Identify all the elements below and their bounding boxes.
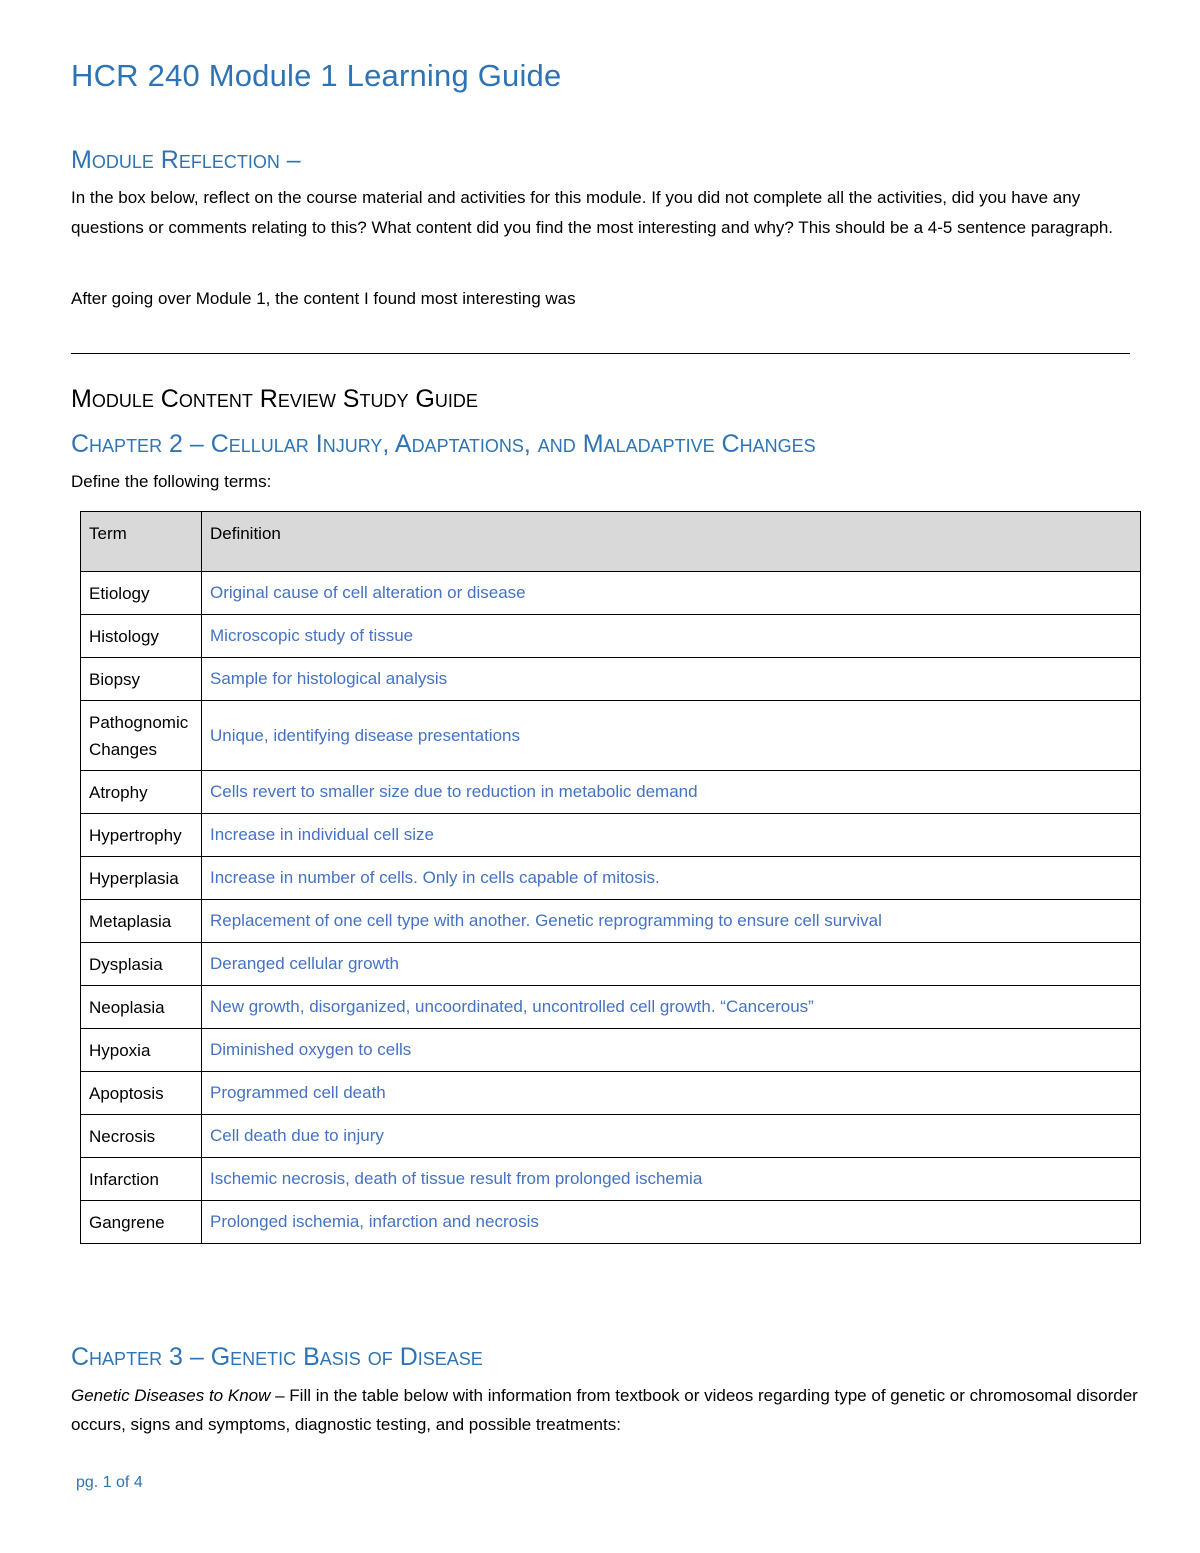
table-row	[81, 1029, 1141, 1072]
table-row	[81, 771, 1141, 814]
term-cell: Neoplasia	[81, 986, 202, 1029]
definition-cell[interactable]: Increase in number of cells. Only in cells capable of mitosis.	[202, 857, 1141, 900]
definition-cell[interactable]: Sample for histological analysis	[202, 658, 1141, 701]
page-title: HCR 240 Module 1 Learning Guide	[71, 58, 562, 93]
term-column-header: Term	[81, 512, 202, 572]
definition-cell[interactable]: Prolonged ischemia, infarction and necrosis	[202, 1201, 1141, 1244]
terms-table	[80, 511, 1141, 1244]
definition-cell[interactable]: Microscopic study of tissue	[202, 615, 1141, 658]
table-row	[81, 857, 1141, 900]
definition-cell[interactable]: Deranged cellular growth	[202, 943, 1141, 986]
page-number: pg. 1 of 4	[76, 1474, 143, 1491]
definition-cell[interactable]: Cells revert to smaller size due to reduction in metabolic demand	[202, 771, 1141, 814]
content-review-heading: Module Content Review Study Guide	[71, 385, 478, 413]
term-cell: Atrophy	[81, 771, 202, 814]
reflection-prompt: In the box below, reflect on the course material and activities for this module. If you did not complete all the activities, did you have any questions or comments relating to this? What content did you find the most interesting and why? This should be a 4-5 sentence paragraph.	[71, 188, 1114, 237]
term-cell: Pathognomic Changes	[81, 701, 202, 771]
term-cell: Infarction	[81, 1158, 202, 1201]
table-row	[81, 1115, 1141, 1158]
module-reflection-heading: Module Reflection –	[71, 146, 301, 174]
term-cell: Biopsy	[81, 658, 202, 701]
definition-cell[interactable]: Ischemic necrosis, death of tissue result from prolonged ischemia	[202, 1158, 1141, 1201]
table-row	[81, 1158, 1141, 1201]
definition-column-header: Definition	[202, 512, 1141, 572]
definition-cell[interactable]: Replacement of one cell type with another. Genetic reprogramming to ensure cell survival	[202, 900, 1141, 943]
section-divider	[71, 353, 1130, 354]
definition-cell[interactable]: Cell death due to injury	[202, 1115, 1141, 1158]
reflection-answer[interactable]: After going over Module 1, the content I found most interesting was	[71, 289, 576, 308]
table-row	[81, 572, 1141, 615]
genetic-diseases-instructions: – Fill in the table below with information from textbook or videos regarding type of genetic or chromosomal disorder occurs, signs and symptoms, diagnostic testing, and possible treatments:	[71, 1386, 1138, 1434]
term-cell: Necrosis	[81, 1115, 202, 1158]
chapter-2-heading: Chapter 2 – Cellular Injury, Adaptations, and Maladaptive Changes	[71, 430, 816, 458]
define-terms-prompt: Define the following terms:	[71, 472, 272, 491]
term-cell: Hyperplasia	[81, 857, 202, 900]
table-row	[81, 615, 1141, 658]
definition-cell[interactable]: Increase in individual cell size	[202, 814, 1141, 857]
definition-cell[interactable]: Programmed cell death	[202, 1072, 1141, 1115]
term-cell: Gangrene	[81, 1201, 202, 1244]
table-row	[81, 701, 1141, 771]
term-cell: Metaplasia	[81, 900, 202, 943]
definition-cell[interactable]: Original cause of cell alteration or disease	[202, 572, 1141, 615]
term-cell: Apoptosis	[81, 1072, 202, 1115]
definition-cell[interactable]: Diminished oxygen to cells	[202, 1029, 1141, 1072]
term-cell: Hypoxia	[81, 1029, 202, 1072]
table-row	[81, 900, 1141, 943]
table-row	[81, 1072, 1141, 1115]
table-row	[81, 1201, 1141, 1244]
chapter-3-heading: Chapter 3 – Genetic Basis of Disease	[71, 1343, 483, 1371]
definition-cell[interactable]: Unique, identifying disease presentations	[202, 701, 1141, 771]
term-cell: Hypertrophy	[81, 814, 202, 857]
term-cell: Dysplasia	[81, 943, 202, 986]
genetic-diseases-prompt	[71, 1381, 1141, 1439]
term-cell: Etiology	[81, 572, 202, 615]
table-row	[81, 986, 1141, 1029]
table-row	[81, 814, 1141, 857]
definition-cell[interactable]: New growth, disorganized, uncoordinated, uncontrolled cell growth. “Cancerous”	[202, 986, 1141, 1029]
table-row	[81, 658, 1141, 701]
table-row	[81, 943, 1141, 986]
term-cell: Histology	[81, 615, 202, 658]
genetic-diseases-label: Genetic Diseases to Know	[71, 1386, 271, 1405]
terms-table-header-row	[81, 512, 1141, 572]
